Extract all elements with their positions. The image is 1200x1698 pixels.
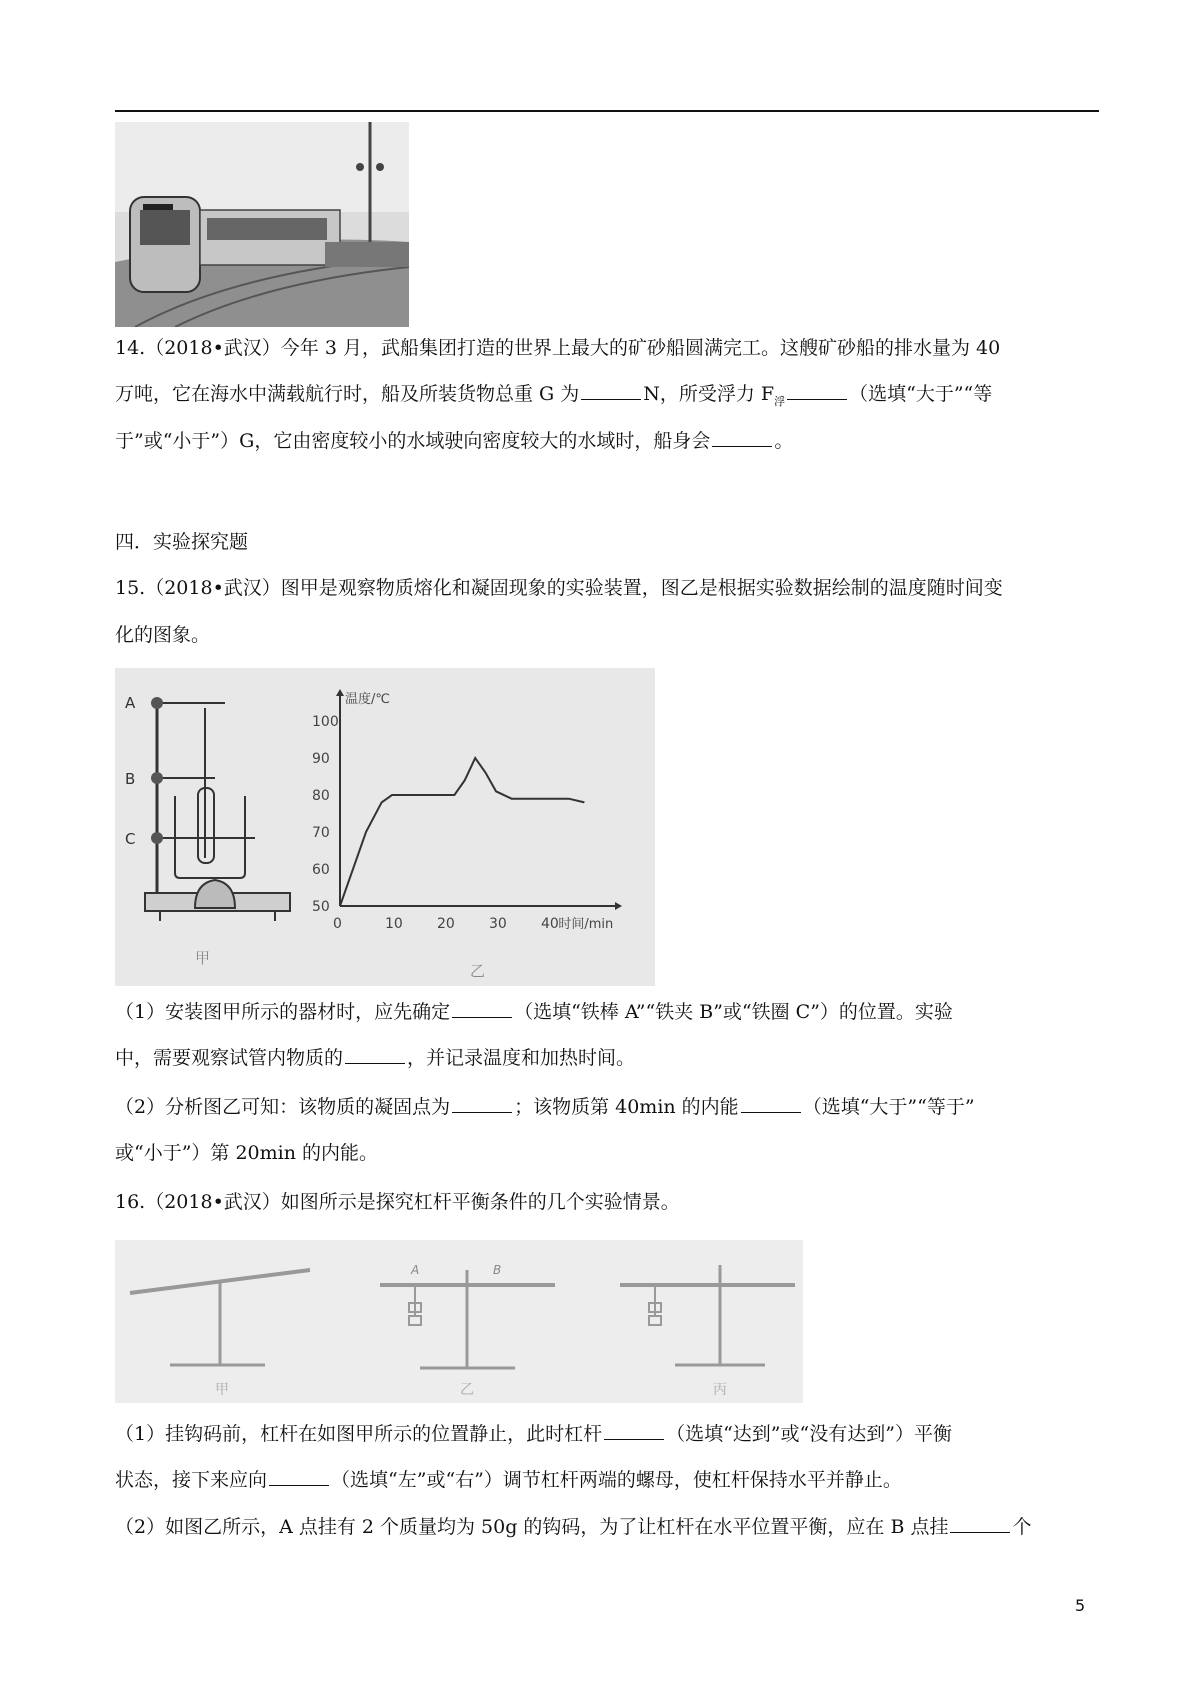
y-tick-label: 70 <box>312 825 330 841</box>
tram-photo <box>115 122 409 327</box>
label-yi: 乙 <box>460 1382 474 1398</box>
answer-blank[interactable] <box>604 1421 664 1440</box>
x-axis-label: 时间/min <box>558 917 614 932</box>
x-tick-label: 10 <box>385 916 403 932</box>
x-tick-label: 20 <box>437 916 455 932</box>
q14-line1: 14.（2018•武汉）今年 3 月，武船集团打造的世界上最大的矿砂船圆满完工。这艘矿砂船的排水量为 40 <box>115 337 1001 359</box>
label-jia: 甲 <box>195 949 211 967</box>
label-A: A <box>125 694 136 712</box>
section-title: 四．实验探究题 <box>115 531 249 553</box>
header-rule <box>115 110 1099 112</box>
label-A: A <box>411 1263 420 1277</box>
x-tick-label: 0 <box>333 916 342 932</box>
q16-p2-line1: （2）如图乙所示，A 点挂有 2 个质量均为 50g 的钩码，为了让杠杆在水平位置平衡，应在 B 点挂 个 <box>115 1516 1032 1538</box>
label-B: B <box>493 1263 502 1277</box>
melting-figure <box>115 668 655 986</box>
y-tick-label: 50 <box>312 899 330 915</box>
answer-blank[interactable] <box>950 1514 1010 1533</box>
q16-line1: 16.（2018•武汉）如图所示是探究杠杆平衡条件的几个实验情景。 <box>115 1191 680 1213</box>
x-tick-label: 30 <box>489 916 507 932</box>
label-yi: 乙 <box>470 962 486 980</box>
label-C: C <box>125 830 136 848</box>
y-tick-label: 100 <box>312 714 339 730</box>
answer-blank[interactable] <box>452 1094 512 1113</box>
q15-p1-line1: （1）安装图甲所示的器材时，应先确定 （选填“铁棒 A”“铁夹 B”或“铁圈 C”）的位置。实验 <box>115 1001 953 1023</box>
y-axis-label: 温度/℃ <box>345 692 390 707</box>
answer-blank[interactable] <box>345 1045 405 1064</box>
q16-p1-line2: 状态，接下来应向 （选填“左”或“右”）调节杠杆两端的螺母，使杠杆保持水平并静止。 <box>115 1469 902 1491</box>
answer-blank[interactable] <box>741 1094 801 1113</box>
answer-blank[interactable] <box>269 1467 329 1486</box>
q15-line1: 15.（2018•武汉）图甲是观察物质熔化和凝固现象的实验装置，图乙是根据实验数据绘制的温度随时间变 <box>115 577 1003 599</box>
answer-blank[interactable] <box>787 381 847 400</box>
x-tick-label: 40 <box>541 916 559 932</box>
y-tick-label: 80 <box>312 788 330 804</box>
answer-blank[interactable] <box>581 381 641 400</box>
y-tick-label: 90 <box>312 751 330 767</box>
label-B: B <box>125 770 136 788</box>
y-tick-label: 60 <box>312 862 330 878</box>
label-jia: 甲 <box>215 1382 229 1398</box>
q15-line2: 化的图象。 <box>115 624 211 646</box>
q15-p2-line1: （2）分析图乙可知：该物质的凝固点为 ；该物质第 40min 的内能 （选填“大于”“等于” <box>115 1096 975 1118</box>
q15-p1-line2: 中，需要观察试管内物质的 ，并记录温度和加热时间。 <box>115 1047 636 1069</box>
answer-blank[interactable] <box>712 428 772 447</box>
answer-blank[interactable] <box>452 999 512 1018</box>
lever-figure <box>115 1240 803 1403</box>
q16-p1-line1: （1）挂钩码前，杠杆在如图甲所示的位置静止，此时杠杆 （选填“达到”或“没有达到”）平衡 <box>115 1423 952 1445</box>
page-number: 5 <box>1075 1596 1086 1615</box>
q14-line3: 于”或“小于”）G，它由密度较小的水域驶向密度较大的水域时，船身会 。 <box>115 430 794 452</box>
label-bing: 丙 <box>713 1382 727 1398</box>
q14-line2: 万吨，它在海水中满载航行时，船及所装货物总重 G 为 N，所受浮力 $F_浮$ （选填“大于”“等 <box>115 383 993 408</box>
q15-p2-line2: 或“小于”）第 20min 的内能。 <box>115 1142 379 1164</box>
